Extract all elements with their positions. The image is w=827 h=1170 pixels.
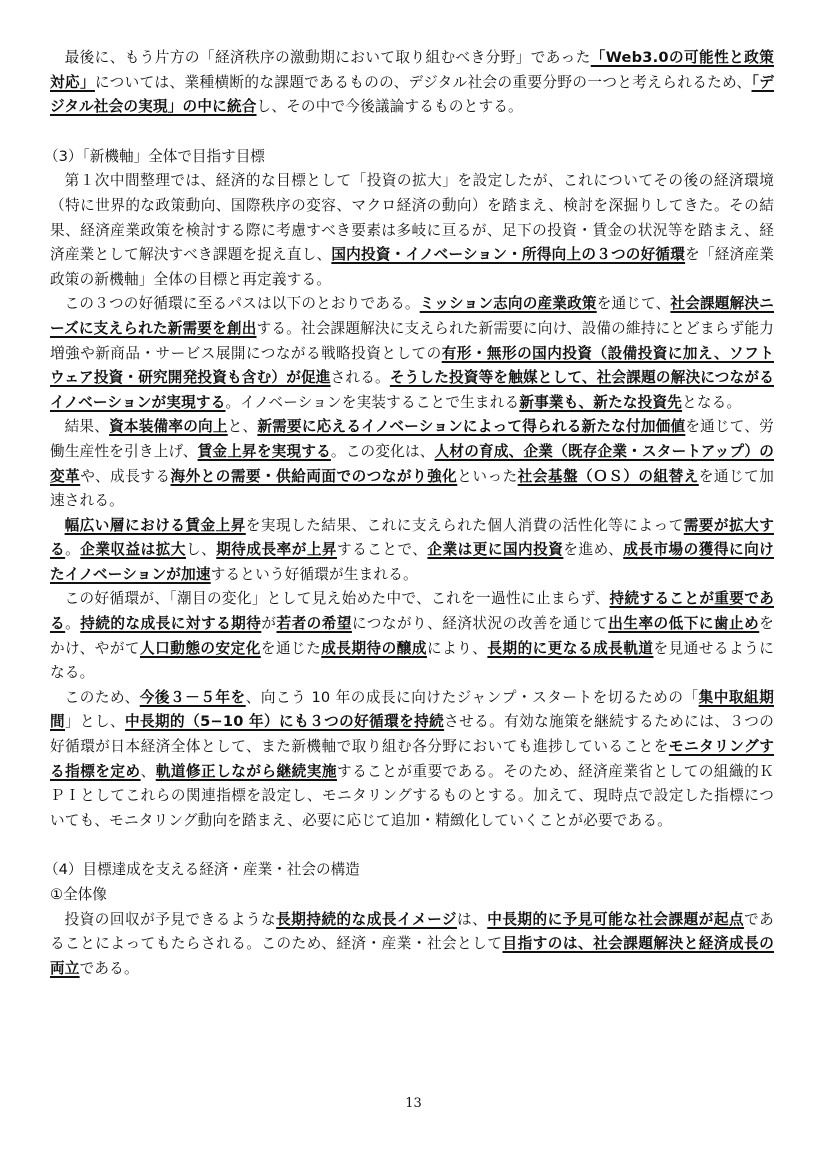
paragraph-p1 — [50, 46, 774, 120]
emphasis-text: 社会課題解決ニーズに支えられた新需要を創出 — [50, 295, 774, 337]
body-text: を「経済産業政策の新機軸」全体の目標と再定義する。 — [50, 246, 775, 288]
emphasis-text: 持続的な成長に対する期待 — [80, 615, 262, 633]
body-text: 、向こう 10 年の成長に向けたジャンプ・スタートを切るための「 — [245, 688, 699, 706]
emphasis-text: 成長期待の醸成 — [321, 639, 427, 657]
body-text: し、その中で今後議論するものとする。 — [256, 98, 523, 116]
body-text: 第１次中間整理では、経済的な目標として「投資の拡大」を設定したが、これについてその後の経済環境（特に世界的な政策動向、国際秩序の変容、マクロ経済の動向）を踏まえ、検討を深掘りしてきた。その結果、経済産業政策を検討する際に考慮すべき要素は多岐に亘るが、足下の投資・賃金の状況等を踏まえ、経済産業として解決すべき課題を捉え直し、 — [50, 172, 774, 264]
emphasis-text: 期待成長率が上昇 — [216, 541, 338, 559]
section-gap — [50, 120, 774, 145]
document-body — [44, 46, 775, 981]
body-text: である。 — [79, 959, 139, 977]
body-text: は、 — [457, 910, 488, 928]
body-text: ①全体像 — [50, 886, 107, 903]
emphasis-text: 出生率の低下に歯止め — [608, 615, 760, 633]
body-text: このため、 — [64, 688, 140, 706]
emphasis-text: 長期持続的な成長イメージ — [276, 910, 457, 928]
body-text: や、成長する — [80, 467, 171, 485]
emphasis-text: 中長期的に予見可能な社会課題が起点 — [487, 910, 745, 928]
emphasis-text: 企業収益は拡大 — [80, 541, 186, 559]
body-text: につながり、経済状況の改善を通じて — [351, 615, 609, 633]
emphasis-text: 社会基盤（ＯＳ）の組替え — [517, 467, 699, 485]
body-text: を通じて、労働生産性を引き上げ、 — [50, 418, 774, 460]
emphasis-text: 持続することが重要である — [50, 590, 774, 633]
emphasis-text: そうした投資等を触媒として、社会課題の解決につながるイノベーションが実現する — [50, 369, 774, 411]
body-text: 。イノベーションを実装することで生まれる — [225, 393, 520, 411]
body-text: される。 — [330, 369, 390, 387]
body-text: （3）「新機軸」全体で目指す目標 — [44, 147, 265, 165]
emphasis-text: 資本装備率の向上 — [109, 418, 228, 436]
body-text: し、 — [185, 541, 217, 559]
body-text: といった — [457, 467, 518, 485]
emphasis-text: 企業は更に国内投資 — [427, 541, 564, 559]
emphasis-text: モニタリングする指標を定め — [50, 738, 775, 780]
emphasis-text: ミッション志向の産業政策 — [419, 295, 597, 313]
body-text: と、 — [227, 418, 258, 436]
body-text: （4）目標達成を支える経済・産業・社会の構造 — [44, 861, 360, 879]
body-text: 、 — [140, 762, 156, 780]
body-text: する。社会課題解決に支えられた新需要に向け、設備の維持にとどまらず能力増強や新商品・サービス展開につながる戦略投資としての — [50, 319, 775, 362]
emphasis-text: 成長市場の獲得に向けたイノベーションが加速 — [50, 541, 774, 583]
body-text: を通じた — [260, 639, 322, 657]
emphasis-text: 中長期的（5−10 年）にも３つの好循環を持続 — [125, 713, 445, 731]
body-text: を進め、 — [563, 541, 624, 559]
body-text: させる。有効な施策を継続するためには、３つの好循環が日本経済全体として、また新機軸で取り組む各分野においても進捗していることを — [50, 713, 775, 756]
body-text: を実現した結果、これに支えられた個人消費の活性化等によって — [245, 516, 684, 534]
body-text: となる。 — [682, 393, 742, 411]
emphasis-text: 長期的に更なる成長軌道 — [487, 639, 654, 657]
emphasis-text: 人材の育成、企業（既存企業・スタートアップ）の変革 — [50, 442, 774, 485]
body-text: 結果、 — [64, 418, 110, 436]
emphasis-text: 国内投資・イノベーション・所得向上の３つの好循環 — [331, 246, 686, 264]
body-text: により、 — [426, 639, 488, 657]
paragraph-p8 — [50, 908, 774, 982]
body-text: この３つの好循環に至るパスは以下のとおりである。 — [64, 295, 420, 313]
paragraph-p2 — [50, 169, 774, 292]
body-text: 最後に、もう片方の「経済秩序の激動期において取り組むべき分野」であった — [64, 49, 591, 66]
emphasis-text: 「デジタル社会の実現」の中に統合 — [50, 73, 775, 116]
body-text: をかけ、やがて — [50, 615, 775, 657]
section-heading-h4 — [44, 858, 774, 883]
page-number: 13 — [405, 1096, 422, 1111]
emphasis-text: 海外との需要・供給両面でのつながり強化 — [170, 467, 458, 485]
body-text: を通じて加速される。 — [50, 467, 774, 510]
paragraph-p5 — [50, 514, 774, 588]
section-heading-h4-1 — [50, 883, 774, 908]
section-gap — [50, 833, 774, 858]
emphasis-text: 賃金上昇を実現する — [197, 442, 331, 460]
body-text: 投資の回収が予見できるような — [64, 910, 277, 928]
body-text: するという好循環が生まれる。 — [210, 565, 418, 583]
body-text: を見通せるようになる。 — [50, 639, 774, 682]
body-text: が — [261, 615, 277, 633]
emphasis-text: 有形・無形の国内投資（設備投資に加え、ソフトウェア投資・研究開発投資も含む）が促進 — [50, 344, 774, 387]
body-text: することで、 — [337, 541, 428, 559]
body-text: を通じて、 — [596, 295, 671, 313]
emphasis-text: 新需要に応えるイノベーションによって得られる新たな付加価値 — [257, 418, 686, 436]
body-text: この好循環が、「潮目の変化」として見え始めた中で、これを一過性に止まらず、 — [64, 590, 610, 608]
emphasis-text: 新事業も、新たな投資先 — [519, 393, 683, 411]
paragraph-p3 — [50, 292, 774, 415]
emphasis-text: 若者の希望 — [276, 615, 352, 633]
paragraph-p6 — [50, 587, 774, 685]
body-text: することが重要である。そのため、経済産業省としての組織的ＫＰＩとしてこれらの関連指標を設定し、モニタリングするものとする。加えて、現時点で設定した指標についても、モニタリング動向を踏まえ、必要に応じて追加・精緻化していくことが必要である。 — [50, 762, 775, 829]
emphasis-text: 需要が拡大する — [50, 516, 774, 559]
emphasis-text: 目指すのは、社会課題解決と経済成長の両立 — [50, 935, 774, 977]
emphasis-text: 人口動態の安定化 — [140, 639, 261, 657]
body-text: 」とし、 — [65, 713, 126, 731]
paragraph-p4 — [50, 415, 774, 513]
body-text: 。 — [65, 541, 81, 559]
body-text: については、業種横断的な課題であるものの、デジタル社会の重要分野の一つと考えられるため、 — [94, 73, 752, 91]
body-text: 。 — [65, 615, 81, 633]
emphasis-text: 今後３－５年を — [139, 688, 246, 706]
emphasis-text: 幅広い層における賃金上昇 — [64, 516, 246, 534]
emphasis-text: 軌道修正しながら継続実施 — [155, 762, 337, 780]
section-heading-h3 — [44, 145, 774, 170]
body-text: であることによってもたらされる。このため、経済・産業・社会として — [50, 910, 774, 953]
paragraph-p7 — [50, 686, 774, 834]
emphasis-text: 集中取組期間 — [50, 688, 774, 731]
body-text: 。この変化は、 — [330, 442, 435, 460]
emphasis-text: 「Web3.0の可能性と政策対応」 — [50, 49, 775, 91]
